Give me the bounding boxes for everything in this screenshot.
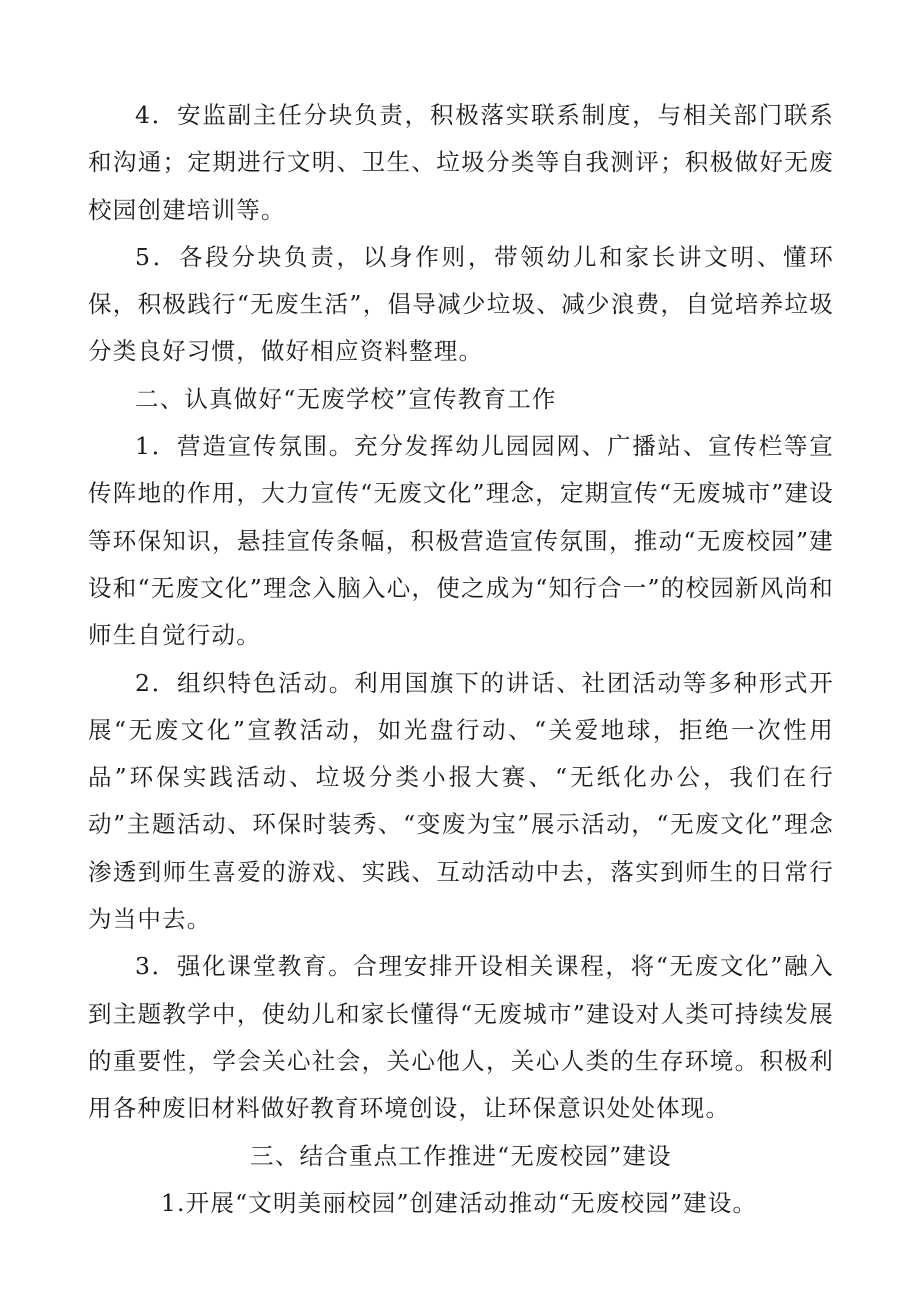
paragraph-item-4: 4．安监副主任分块负责，积极落实联系制度，与相关部门联系和沟通；定期进行文明、卫生、垃圾分类等自我测评；积极做好无废校园创建培训等。 [88,101,834,224]
document-page [88,92,834,1227]
paragraph-classroom-education: 3．强化课堂教育。合理安排开设相关课程，将“无废文化”融入到主题教学中，使幼儿和家长懂得“无废城市”建设对人类可持续发展的重要性，学会关心社会，关心他人，关心人类的生存环境。积极利用各种废旧材料做好教育环境创设，让环保意识处处体现。 [88,952,834,1123]
paragraph-featured-activities: 2．组织特色活动。利用国旗下的讲话、社团活动等多种形式开展“无废文化”宣教活动，如光盘行动、“关爱地球，拒绝一次性用品”环保实践活动、垃圾分类小报大赛、“无纸化办公，我们在行动”主题活动、环保时装秀、“变废为宝”展示活动，“无废文化”理念渗透到师生喜爱的游戏、实践、互动活动中去，落实到师生的日常行为当中去。 [88,668,834,934]
paragraph-item-5: 5．各段分块负责，以身作则，带领幼儿和家长讲文明、懂环保，积极践行“无废生活”，倡导减少垃圾、减少浪费，自觉培养垃圾分类良好习惯，做好相应资料整理。 [88,242,834,366]
section-heading-3: 三、结合重点工作推进“无废校园”建设 [250,1141,672,1170]
paragraph-publicity-atmosphere: 1．营造宣传氛围。充分发挥幼儿园园网、广播站、宣传栏等宣传阵地的作用，大力宣传“无废文化”理念，定期宣传“无废城市”建设等环保知识，悬挂宣传条幅，积极营造宣传氛围，推动“无废校园”建设和“无废文化”理念入脑入心，使之成为“知行合一”的校园新风尚和师生自觉行动。 [88,432,834,650]
section-heading-2: 二、认真做好“无废学校”宣传教育工作 [135,384,557,413]
paragraph-campus-activity: 1.开展“文明美丽校园”创建活动推动“无废校园”建设。 [160,1188,758,1217]
